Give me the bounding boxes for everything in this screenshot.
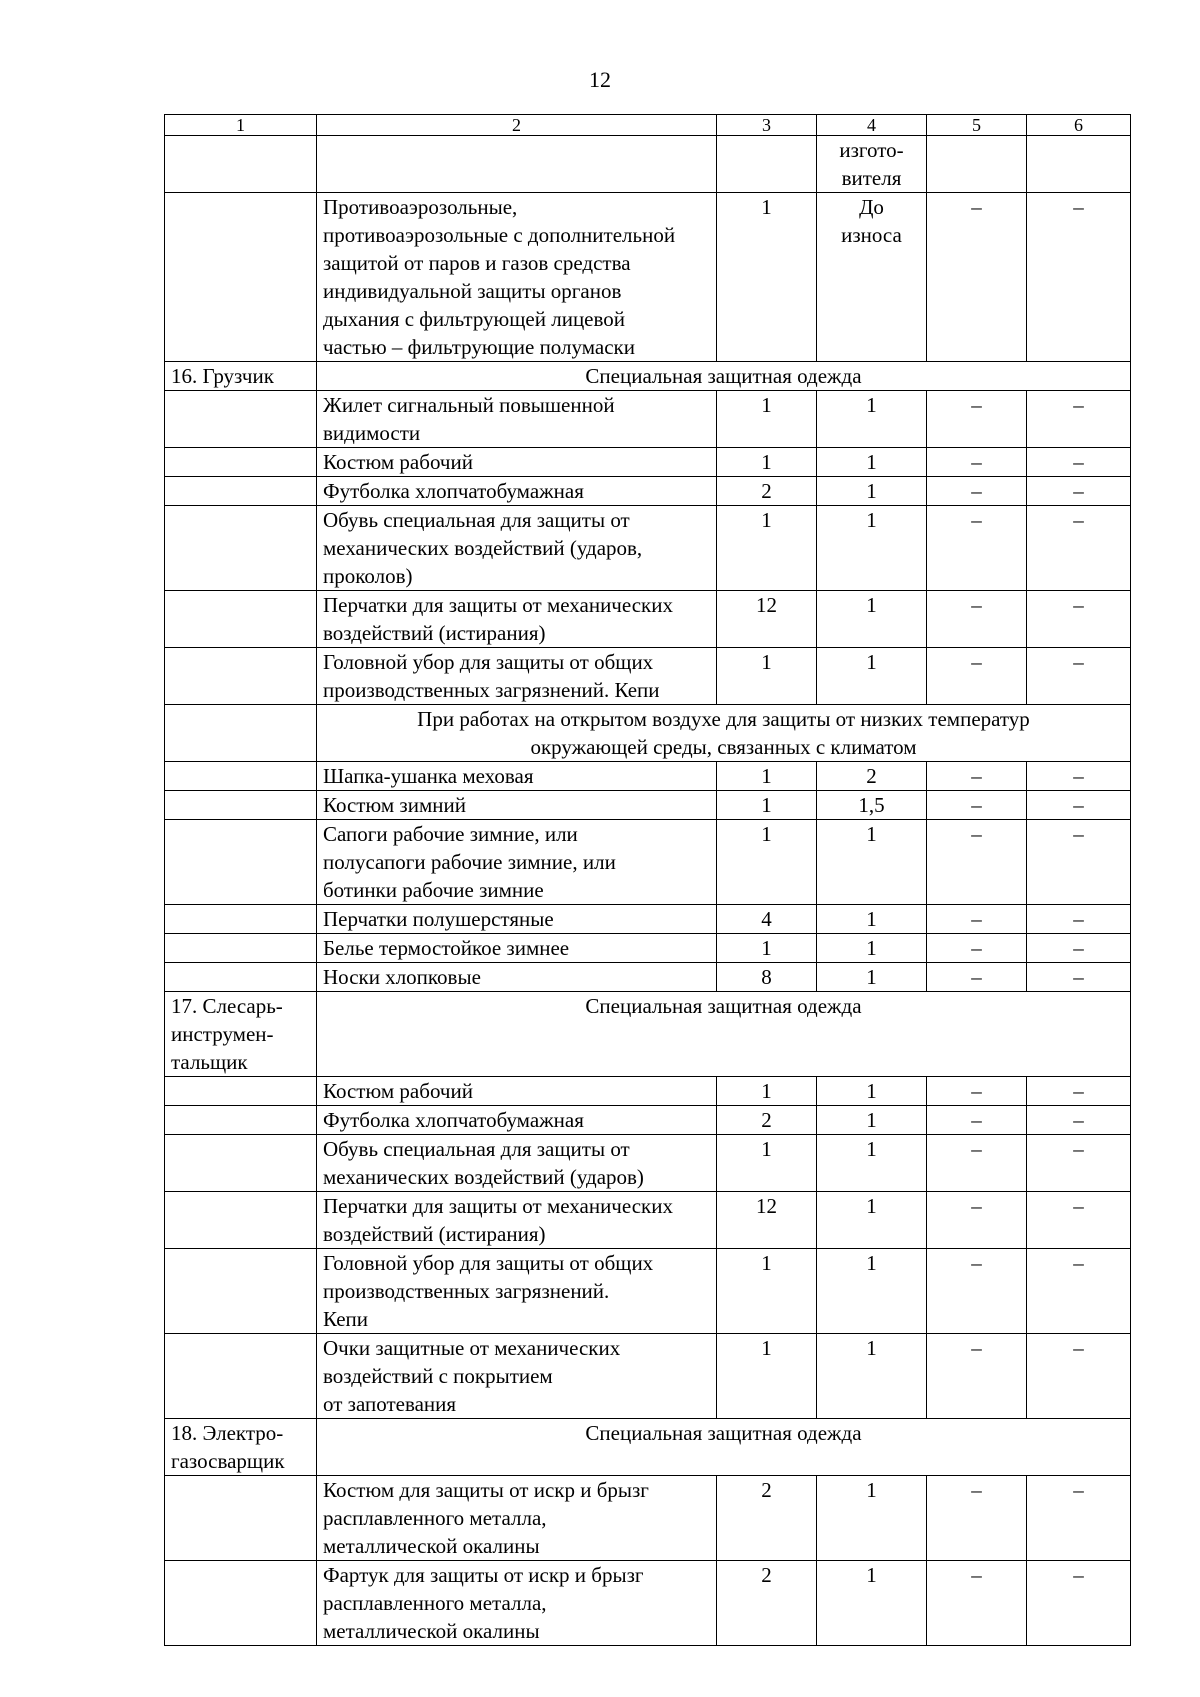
item-cell: Костюм рабочий xyxy=(317,1077,717,1106)
period-cell: 1 xyxy=(817,934,927,963)
period-cell: 1 xyxy=(817,820,927,905)
quantity-cell: 1 xyxy=(717,1334,817,1419)
item-cell: Перчатки для защиты от механических воздействий (истирания) xyxy=(317,591,717,648)
col5-cell: – xyxy=(927,1077,1027,1106)
profession-cell xyxy=(165,1476,317,1561)
table-row xyxy=(165,762,1131,791)
period-cell: 1 xyxy=(817,1561,927,1646)
section-heading: При работах на открытом воздухе для защиты от низких температур окружающей среды, связанных с климатом xyxy=(317,705,1131,762)
item-cell: Костюм рабочий xyxy=(317,448,717,477)
profession-cell: 17. Слесарь- инструмен- тальщик xyxy=(165,992,317,1077)
profession-cell xyxy=(165,591,317,648)
header-cell: 6 xyxy=(1027,115,1131,136)
table-row xyxy=(165,1476,1131,1561)
profession-cell xyxy=(165,1334,317,1419)
col6-cell: – xyxy=(1027,1192,1131,1249)
period-cell: 1,5 xyxy=(817,791,927,820)
col5-cell: – xyxy=(927,448,1027,477)
profession-cell xyxy=(165,193,317,362)
table-row xyxy=(165,193,1131,362)
profession-cell xyxy=(165,934,317,963)
quantity-cell: 1 xyxy=(717,791,817,820)
col5-cell: – xyxy=(927,506,1027,591)
col5-cell: – xyxy=(927,1106,1027,1135)
header-cell: 3 xyxy=(717,115,817,136)
quantity-cell: 1 xyxy=(717,1077,817,1106)
col6-cell: – xyxy=(1027,477,1131,506)
col6-cell: – xyxy=(1027,905,1131,934)
col5-cell xyxy=(927,136,1027,193)
period-cell: 1 xyxy=(817,1106,927,1135)
section-row xyxy=(165,1419,1131,1476)
quantity-cell: 1 xyxy=(717,448,817,477)
table-row xyxy=(165,477,1131,506)
period-cell: 1 xyxy=(817,1192,927,1249)
col6-cell: – xyxy=(1027,1077,1131,1106)
profession-cell xyxy=(165,905,317,934)
profession-cell xyxy=(165,1561,317,1646)
quantity-cell: 1 xyxy=(717,1249,817,1334)
section-heading: Специальная защитная одежда xyxy=(317,1419,1131,1476)
period-cell: 1 xyxy=(817,648,927,705)
section-heading: Специальная защитная одежда xyxy=(317,362,1131,391)
col5-cell: – xyxy=(927,648,1027,705)
col6-cell: – xyxy=(1027,1561,1131,1646)
item-cell: Обувь специальная для защиты от механических воздействий (ударов) xyxy=(317,1135,717,1192)
col5-cell: – xyxy=(927,1192,1027,1249)
col5-cell: – xyxy=(927,1561,1027,1646)
section-row xyxy=(165,992,1131,1077)
col5-cell: – xyxy=(927,477,1027,506)
col6-cell: – xyxy=(1027,963,1131,992)
col6-cell: – xyxy=(1027,448,1131,477)
period-cell: изгото- вителя xyxy=(817,136,927,193)
table-row xyxy=(165,1192,1131,1249)
profession-cell xyxy=(165,1135,317,1192)
item-cell: Костюм зимний xyxy=(317,791,717,820)
quantity-cell: 4 xyxy=(717,905,817,934)
col6-cell: – xyxy=(1027,1476,1131,1561)
item-cell: Футболка хлопчатобумажная xyxy=(317,477,717,506)
profession-cell: 16. Грузчик xyxy=(165,362,317,391)
col6-cell: – xyxy=(1027,391,1131,448)
quantity-cell: 1 xyxy=(717,934,817,963)
col6-cell: – xyxy=(1027,591,1131,648)
table-row xyxy=(165,1135,1131,1192)
profession-cell xyxy=(165,963,317,992)
profession-cell xyxy=(165,136,317,193)
profession-cell: 18. Электро- газосварщик xyxy=(165,1419,317,1476)
header-cell: 5 xyxy=(927,115,1027,136)
item-cell: Шапка-ушанка меховая xyxy=(317,762,717,791)
profession-cell xyxy=(165,1106,317,1135)
period-cell: 1 xyxy=(817,391,927,448)
table-row xyxy=(165,448,1131,477)
item-cell: Противоаэрозольные, противоаэрозольные с дополнительной защитой от паров и газов средства индивидуальной защиты органов дыхания с фильтрующей лицевой частью – фильтрующие полумаски xyxy=(317,193,717,362)
table-body xyxy=(165,115,1131,1646)
table-row xyxy=(165,506,1131,591)
profession-cell xyxy=(165,762,317,791)
quantity-cell: 2 xyxy=(717,477,817,506)
col5-cell: – xyxy=(927,905,1027,934)
item-cell xyxy=(317,136,717,193)
table-row xyxy=(165,391,1131,448)
header-cell: 2 xyxy=(317,115,717,136)
table-row xyxy=(165,1561,1131,1646)
col5-cell: – xyxy=(927,391,1027,448)
profession-cell xyxy=(165,791,317,820)
col5-cell: – xyxy=(927,591,1027,648)
item-cell: Обувь специальная для защиты от механических воздействий (ударов, проколов) xyxy=(317,506,717,591)
quantity-cell: 1 xyxy=(717,648,817,705)
table-row xyxy=(165,820,1131,905)
quantity-cell: 8 xyxy=(717,963,817,992)
period-cell: 1 xyxy=(817,477,927,506)
item-cell: Перчатки для защиты от механических воздействий (истирания) xyxy=(317,1192,717,1249)
col5-cell: – xyxy=(927,762,1027,791)
table-row xyxy=(165,136,1131,193)
profession-cell xyxy=(165,648,317,705)
table-row xyxy=(165,591,1131,648)
col5-cell: – xyxy=(927,963,1027,992)
item-cell: Фартук для защиты от искр и брызг расплавленного металла, металлической окалины xyxy=(317,1561,717,1646)
col5-cell: – xyxy=(927,1476,1027,1561)
period-cell: 1 xyxy=(817,1135,927,1192)
table-row xyxy=(165,963,1131,992)
col5-cell: – xyxy=(927,193,1027,362)
col5-cell: – xyxy=(927,1334,1027,1419)
profession-cell xyxy=(165,1192,317,1249)
profession-cell xyxy=(165,448,317,477)
profession-cell xyxy=(165,477,317,506)
quantity-cell: 12 xyxy=(717,591,817,648)
item-cell: Белье термостойкое зимнее xyxy=(317,934,717,963)
col6-cell: – xyxy=(1027,820,1131,905)
col6-cell: – xyxy=(1027,1249,1131,1334)
header-row xyxy=(165,115,1131,136)
quantity-cell: 2 xyxy=(717,1561,817,1646)
ppe-norms-table xyxy=(164,114,1131,1646)
profession-cell xyxy=(165,1249,317,1334)
item-cell: Жилет сигнальный повышенной видимости xyxy=(317,391,717,448)
period-cell: 1 xyxy=(817,963,927,992)
item-cell: Футболка хлопчатобумажная xyxy=(317,1106,717,1135)
table-row xyxy=(165,1249,1131,1334)
col5-cell: – xyxy=(927,934,1027,963)
quantity-cell: 1 xyxy=(717,193,817,362)
quantity-cell: 12 xyxy=(717,1192,817,1249)
quantity-cell xyxy=(717,136,817,193)
header-cell: 1 xyxy=(165,115,317,136)
quantity-cell: 1 xyxy=(717,820,817,905)
period-cell: 1 xyxy=(817,1077,927,1106)
profession-cell xyxy=(165,705,317,762)
quantity-cell: 2 xyxy=(717,1106,817,1135)
table-row xyxy=(165,1077,1131,1106)
section-row xyxy=(165,705,1131,762)
profession-cell xyxy=(165,506,317,591)
quantity-cell: 1 xyxy=(717,1135,817,1192)
period-cell: 1 xyxy=(817,506,927,591)
profession-cell xyxy=(165,391,317,448)
table-row xyxy=(165,905,1131,934)
table-row xyxy=(165,934,1131,963)
item-cell: Носки хлопковые xyxy=(317,963,717,992)
col6-cell: – xyxy=(1027,506,1131,591)
section-row xyxy=(165,362,1131,391)
header-cell: 4 xyxy=(817,115,927,136)
item-cell: Перчатки полушерстяные xyxy=(317,905,717,934)
col6-cell: – xyxy=(1027,1106,1131,1135)
table-row xyxy=(165,1106,1131,1135)
page-number: 12 xyxy=(589,67,611,92)
profession-cell xyxy=(165,1077,317,1106)
period-cell: 1 xyxy=(817,591,927,648)
quantity-cell: 1 xyxy=(717,762,817,791)
col5-cell: – xyxy=(927,1249,1027,1334)
quantity-cell: 2 xyxy=(717,1476,817,1561)
period-cell: 2 xyxy=(817,762,927,791)
period-cell: 1 xyxy=(817,905,927,934)
profession-cell xyxy=(165,820,317,905)
quantity-cell: 1 xyxy=(717,391,817,448)
item-cell: Головной убор для защиты от общих производственных загрязнений. Кепи xyxy=(317,1249,717,1334)
section-heading: Специальная защитная одежда xyxy=(317,992,1131,1077)
table-row xyxy=(165,1334,1131,1419)
col6-cell: – xyxy=(1027,791,1131,820)
col6-cell xyxy=(1027,136,1131,193)
col6-cell: – xyxy=(1027,1135,1131,1192)
table-row xyxy=(165,648,1131,705)
table-row xyxy=(165,791,1131,820)
item-cell: Костюм для защиты от искр и брызг расплавленного металла, металлической окалины xyxy=(317,1476,717,1561)
period-cell: 1 xyxy=(817,1334,927,1419)
quantity-cell: 1 xyxy=(717,506,817,591)
col6-cell: – xyxy=(1027,1334,1131,1419)
period-cell: 1 xyxy=(817,1249,927,1334)
period-cell: 1 xyxy=(817,1476,927,1561)
col6-cell: – xyxy=(1027,648,1131,705)
col6-cell: – xyxy=(1027,762,1131,791)
col6-cell: – xyxy=(1027,934,1131,963)
col6-cell: – xyxy=(1027,193,1131,362)
period-cell: До износа xyxy=(817,193,927,362)
period-cell: 1 xyxy=(817,448,927,477)
item-cell: Очки защитные от механических воздействий с покрытием от запотевания xyxy=(317,1334,717,1419)
col5-cell: – xyxy=(927,820,1027,905)
col5-cell: – xyxy=(927,791,1027,820)
col5-cell: – xyxy=(927,1135,1027,1192)
item-cell: Сапоги рабочие зимние, или полусапоги рабочие зимние, или ботинки рабочие зимние xyxy=(317,820,717,905)
item-cell: Головной убор для защиты от общих производственных загрязнений. Кепи xyxy=(317,648,717,705)
